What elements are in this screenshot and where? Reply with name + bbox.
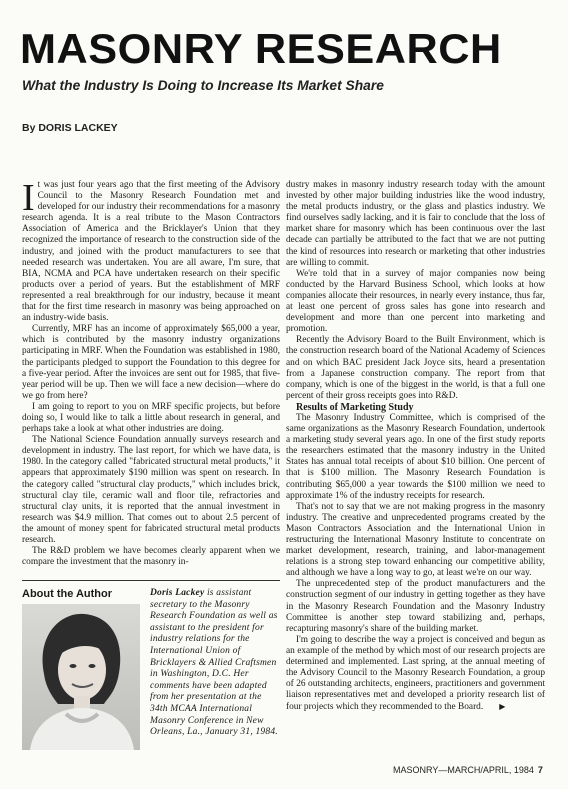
paragraph: I am going to report to you on MRF specific projects, but before doing so, I would like to talk a little about research in general, and perhaps take a look at what other industries are doing. — [22, 401, 280, 435]
paragraph: Recently the Advisory Board to the Built Environment, which is the construction research board of the National Academy of Sciences and on which BAC president Jack Joyce sits, heard a presentation from a Japanese construction company. The report from that company, which is one of the biggest in the world, is that a full one percent of their gross receipts goes into R&D. — [286, 335, 545, 401]
article-title: MASONRY RESEARCH — [20, 25, 502, 72]
author-name: Doris Lackey — [150, 588, 205, 598]
drop-cap: I — [22, 180, 35, 219]
paragraph: I'm going to describe the way a project is conceived and begun as an example of the method by which most of our research projects are determined and implemented. Last spring, at the annual meeting of the Advisory Council to the Masonry Research Foundation, a group of 26 outstanding architects, engineers, practitioners and government liaison representatives met and developed a priority research list of four projects which they recommended to the Board. ▶ — [286, 634, 545, 713]
byline: By DORIS LACKEY — [22, 122, 118, 134]
section-heading: Results of Marketing Study — [296, 401, 414, 413]
paragraph: The R&D problem we have becomes clearly apparent when we compare the investment that the masonry in- — [22, 546, 280, 568]
divider — [22, 580, 280, 581]
publication-info: MASONRY—MARCH/APRIL, 1984 — [393, 765, 534, 775]
author-bio: Doris Lackey is assistant secretary to the Masonry Research Foundation as well as assistant to the president for industry relations for the International Union of Bricklayers & Allied Craftsmen in Washington, D.C. Her comments have been adapted from her presentation at the 34th MCAA International Masonry Conference in New Orleans, La., January 31, 1984. — [150, 588, 278, 738]
paragraph: dustry makes in masonry industry research today with the amount invested by other major building industries like the wood industry, the metal products industry, or the glass and plastics industry. We find ourselves sadly lacking, and it is fair to conclude that the loss of market share for masonry which has been continuous over the last decade can partially be attributed to the fact that we are not putting the kind of resources into research or marketing that other industries are willing to commit. — [286, 180, 545, 268]
paragraph: The Masonry Industry Committee, which is comprised of the same organizations as the Masonry Research Foundation, undertook a marketing study several years ago. In one of the first study reports the researchers estimated that the masonry industry in the United States has annual total receipts of about $10 billion. One percent of that is $100 million. The Masonry Research Foundation is contributing $65,000 a year towards the $100 million we need to approximate 1% of the industry receipts for research. — [286, 412, 545, 501]
page-footer — [393, 765, 543, 775]
author-photo — [22, 604, 140, 750]
paragraph: The National Science Foundation annually surveys research and development in industry. The last report, for which we have data, is 1980. In the category called "fabricated structural metal products," it appears that approximately $190 million was spent on research. In the category called "structural clay products," which includes brick, structural clay tile, ceramic wall and floor tile, refractories and structural clay units, it is reported that the annual investment in research was $4.9 million. That comes out to about 2.5 percent of the amount of money spent for fabricated structural metal products research. — [22, 435, 280, 545]
page-number: 7 — [537, 765, 543, 775]
article-subtitle: What the Industry Is Doing to Increase Its Market Share — [22, 78, 384, 93]
paragraph: Currently, MRF has an income of approximately $65,000 a year, which is contributed by the masonry industry organizations participating in MRF. When the Foundation was established in 1980, the participants pledged to support the Foundation to this degree for a five-year period. After the invoices are sent out for 1985, that five-year period will be up. Then we will face a new decision—where do we go from here? — [22, 324, 280, 401]
continue-arrow-icon: ▶ — [499, 702, 506, 712]
paragraph: That's not to say that we are not making progress in the masonry industry. The creative and unprecedented programs created by the Mason Contractors Association and the International Union in restructuring the International Masonry Institute to concentrate on market development, research, training, and labor-management relations is a strong step toward enhancing our competitive ability, and although we have a long way to go, at least we're on our way. — [286, 501, 545, 579]
paragraph: The unprecedented step of the product manufacturers and the construction segment of our industry in getting together as they have in the Masonry Research Foundation and the Masonry Industry Committee is another step toward stabilizing and, perhaps, recapturing masonry's share of the building market. — [286, 579, 545, 634]
author-portrait-image — [22, 604, 140, 750]
left-column — [22, 180, 280, 570]
about-author-heading: About the Author — [22, 588, 113, 600]
paragraph: It was just four years ago that the first meeting of the Advisory Council to the Masonry Research Foundation met and developed for our industry their recommendations for a masonry research agenda. It is a real tribute to the Mason Contractors Association of America and the Bricklayer's Union that they recognized the importance of research to the construction side of the industry, and joined with the product manufacturers to see that needed research was undertaken. You are all aware, I'm sure, that BIA, NCMA and PCA have undertaken research on their specific products over a period of years. But the establishment of MRF represented a real breakthrough for our industry, because it meant that for the first time research in masonry was being approached on an industry-wide basis. — [22, 180, 280, 324]
paragraph: We're told that in a survey of major companies now being conducted by the Harvard Business School, which looks at how companies allocate their resources, in nearly every instance, thus far, at least one percent of gross sales has gone into research and development and more than one percent into marketing and promotion. — [286, 268, 545, 335]
right-column — [286, 180, 545, 760]
